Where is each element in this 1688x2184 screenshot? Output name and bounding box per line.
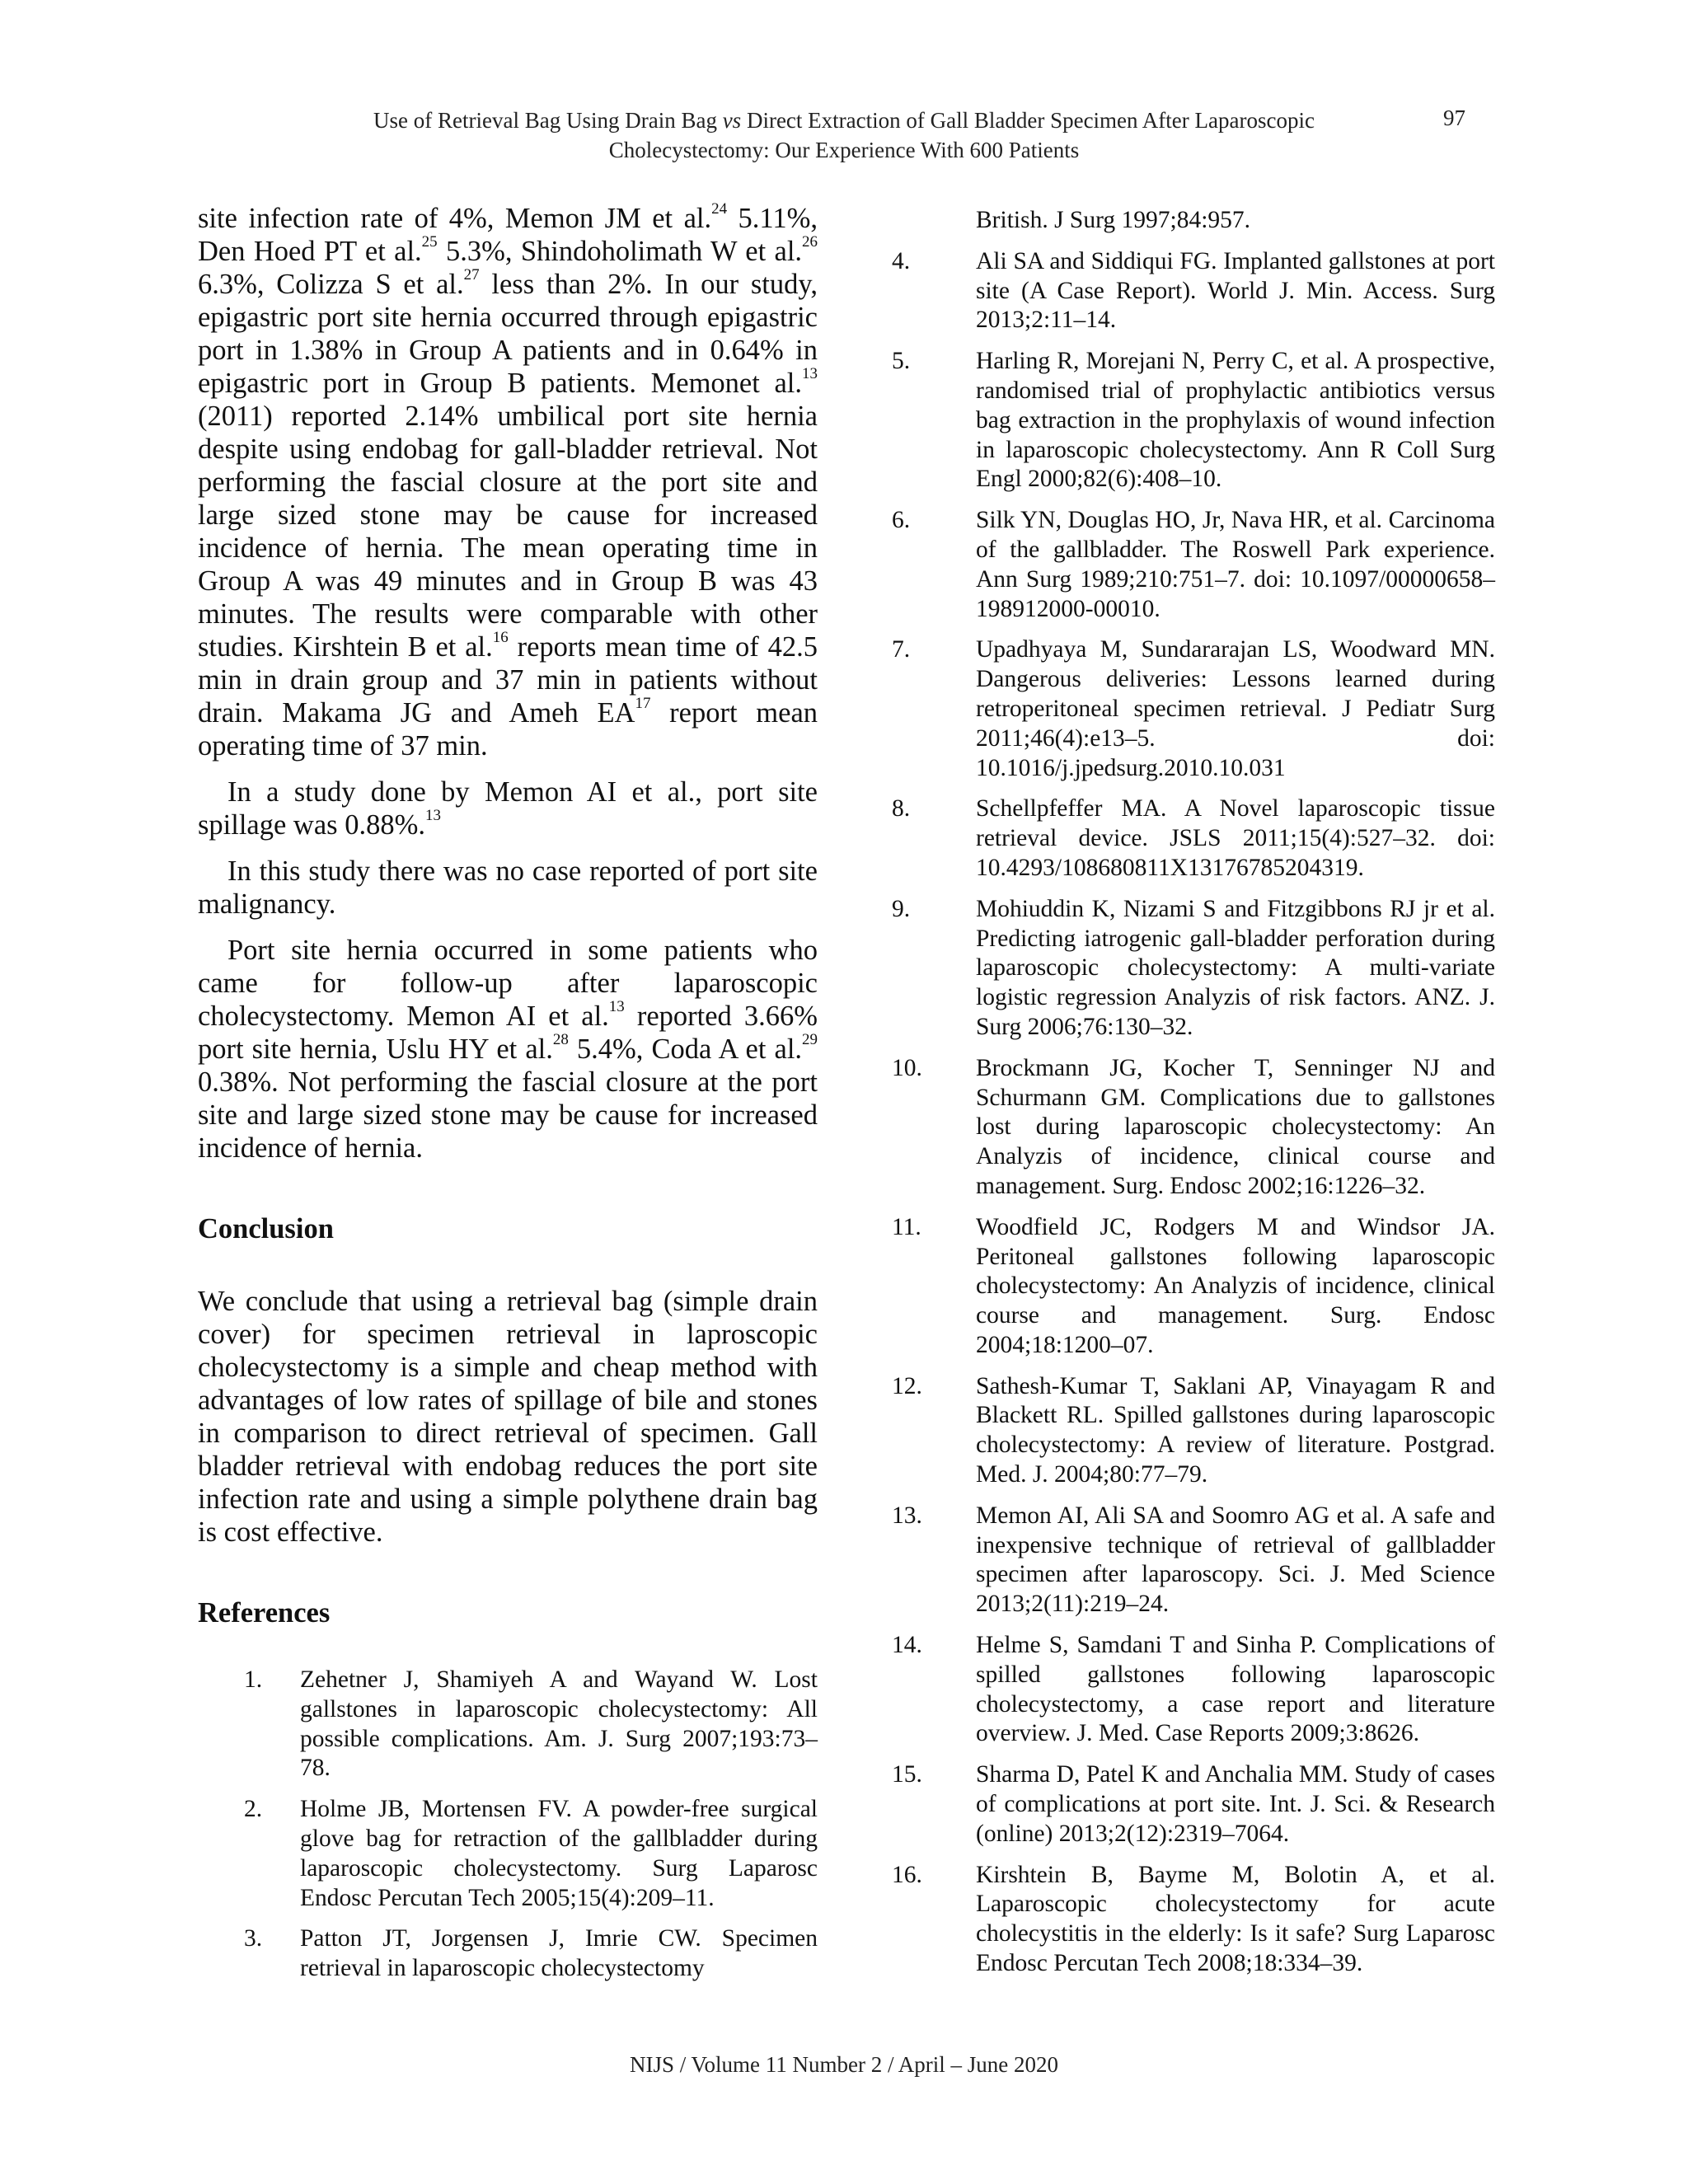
reference-number: 15. [892,1761,922,1788]
reference-item [198,1924,818,1984]
reference-text: Ali SA and Siddiqui FG. Implanted gallstones at port site (A Case Report). World J. Min. Access. Surg 2013;2:11–14. [976,247,1495,334]
reference-item [892,1861,1495,1979]
reference-item [892,1213,1495,1361]
paragraph-text: report mean operating time of 37 min. [198,697,818,762]
paragraph-text: less than 2%. In our study, epigastric port site hernia occurred through epigastric port in 1.38% in Group A patients and in 0.64% in epigastric port in Group B patients. Memonet al. [198,269,818,399]
paragraph-malignancy: In this study there was no case reported of port site malignancy. [198,855,818,920]
paragraph-hernia [198,934,818,1165]
citation-superscript: 29 [802,1030,818,1048]
reference-text: Woodfield JC, Rodgers M and Windsor JA. Peritoneal gallstones following laparoscopic cholecystectomy: An Analyzis of incidence, clinical course and management. Surg. Endosc 2004;18:1200–07. [976,1213,1495,1358]
reference-number: 14. [892,1632,922,1659]
right-column [892,206,1495,1990]
reference-text: Upadhyaya M, Sundararajan LS, Woodward MN. Dangerous deliveries: Lessons learned during retroperitoneal specimen retrieval. J Pediatr Surg 2011;46(4):e13–5. doi: 10.1016/j.jpedsurg.2010.10.031 [976,636,1495,781]
reference-text: Sharma D, Patel K and Anchalia MM. Study of cases of complications at port site. Int. J. Sci. & Research (online) 2013;2(12):2319–7064. [976,1761,1495,1847]
reference-item [198,1795,818,1913]
reference-number: 10. [892,1054,922,1081]
reference-item [892,1372,1495,1490]
reference-number: 9. [892,895,911,922]
conclusion-heading: Conclusion [198,1213,334,1244]
paragraph-text: reports mean time of 42.5 min in drain group and 37 min in patients without drain. Makama JG and Ameh EA [198,631,818,729]
paragraph-spillage [198,776,818,841]
reference-item [892,247,1495,335]
reference-item [892,794,1495,883]
reference-number: 13. [892,1502,922,1529]
references-list-right [892,247,1495,1979]
reference-text: Mohiuddin K, Nizami S and Fitzgibbons RJ jr et al. Predicting iatrogenic gall-bladder perforation during laparoscopic cholecystectomy: A multi-variate logistic regression Analyzis of risk factors. ANZ. J. Surg 2006;76:130–32. [976,895,1495,1040]
reference-item [892,506,1495,624]
citation-superscript: 28 [552,1030,569,1048]
page-number: 97 [1443,105,1465,130]
reference-item [892,347,1495,494]
paragraph-text: 6.3%, Colizza S et al. [198,269,464,300]
paragraph-text: site infection rate of 4%, Memon JM et al. [198,203,712,234]
citation-superscript: 24 [711,199,728,218]
reference-item [892,635,1495,783]
references-list-left [198,1666,818,1984]
citation-superscript: 13 [802,364,818,382]
reference-text: Schellpfeffer MA. A Novel laparoscopic tissue retrieval device. JSLS 2011;15(4):527–32. doi: 10.4293/108680811X13176785204319. [976,795,1495,881]
citation-superscript: 17 [635,694,651,712]
paragraph-text: 0.38%. Not performing the fascial closure at the port site and large sized stone may be cause for increased incidence of hernia. [198,1066,818,1164]
paragraph-text: Port site hernia occurred in some patients who came for follow-up after laparoscopic cholecystectomy. Memon AI et al. [198,935,818,1032]
references-heading: References [198,1597,331,1629]
reference-item [892,895,1495,1043]
reference-number: 16. [892,1861,922,1888]
reference-number: 1. [244,1666,263,1693]
header-vs: vs [722,108,742,133]
reference-number: 12. [892,1372,922,1399]
running-header [247,105,1441,165]
citation-superscript: 25 [421,232,438,251]
reference-number: 11. [892,1213,921,1240]
reference-item [892,1502,1495,1619]
reference-item [892,1760,1495,1849]
reference-text: Sathesh-Kumar T, Saklani AP, Vinayagam R and Blackett RL. Spilled gallstones during laparoscopic cholecystectomy: A review of literature. Postgrad. Med. J. 2004;80:77–79. [976,1372,1495,1488]
reference-text: Patton JT, Jorgensen J, Imrie CW. Specimen retrieval in laparoscopic cholecystectomy [300,1925,818,1982]
citation-superscript: 16 [492,628,509,646]
reference-number: 2. [244,1796,263,1823]
reference-number: 7. [892,636,911,663]
left-column [198,199,818,1995]
citation-superscript: 27 [463,265,480,284]
reference-item [892,1054,1495,1202]
citation-superscript: 13 [424,806,441,824]
paragraph-text: 5.11%, Den Hoed PT et al. [198,203,818,267]
reference-text: Memon AI, Ali SA and Soomro AG et al. A safe and inexpensive technique of retrieval of gallbladder specimen after laparoscopy. Sci. J. Med Science 2013;2(11):219–24. [976,1502,1495,1618]
reference-number: 4. [892,247,911,274]
reference-number: 3. [244,1925,263,1952]
conclusion-text: We conclude that using a retrieval bag (simple drain cover) for specimen retrieval in laproscopic cholecystectomy is a simple and cheap method with advantages of low rates of spillage of bile and stones in comparison to direct retrieval of specimen. Gall bladder retrieval with endobag reduces the port site infection rate and using a simple polythene drain bag is cost effective. [198,1286,818,1548]
header-line-2: Cholecystectomy: Our Experience With 600 Patients [608,138,1080,162]
reference-continuation: British. J Surg 1997;84:957. [976,207,1251,233]
reference-text: Zehetner J, Shamiyeh A and Wayand W. Lost gallstones in laparoscopic cholecystectomy: All possible complications. Am. J. Surg 2007;193:73–78. [300,1666,818,1782]
reference-item [198,1666,818,1783]
reference-text: Holme JB, Mortensen FV. A powder-free surgical glove bag for retraction of the gallbladder during laparoscopic cholecystectomy. Surg Laparosc Endosc Percutan Tech 2005;15(4):209–11. [300,1796,818,1911]
header-text: Direct Extraction of Gall Bladder Specimen After Laparoscopic [741,108,1315,133]
reference-text: Kirshtein B, Bayme M, Bolotin A, et al. Laparoscopic cholecystectomy for acute cholecystitis in the elderly: Is it safe? Surg Laparosc Endosc Percutan Tech 2008;18:334–39. [976,1861,1495,1977]
reference-text: Helme S, Samdani T and Sinha P. Complications of spilled gallstones following laparoscopic cholecystectomy, a case report and literature overview. J. Med. Case Reports 2009;3:8626. [976,1632,1495,1747]
reference-item [892,1631,1495,1749]
citation-superscript: 26 [802,232,818,251]
paragraph-text: (2011) reported 2.14% umbilical port site hernia despite using endobag for gall-bladder retrieval. Not performing the fascial closure at the port site and large sized stone may be cause for increased incidence of hernia. The mean operating time in Group A was 49 minutes and in Group B was 43 minutes. The results were comparable with other studies. Kirshtein B et al. [198,401,818,663]
reference-text: Brockmann JG, Kocher T, Senninger NJ and Schurmann GM. Complications due to gallstones lost during laparoscopic cholecystectomy: An Analyzis of incidence, clinical course and management. Surg. Endosc 2002;16:1226–32. [976,1054,1495,1199]
header-text: Use of Retrieval Bag Using Drain Bag [373,108,723,133]
paragraph-text: reported 3.66% port site hernia, Uslu HY et al. [198,1001,818,1065]
journal-footer: NIJS / Volume 11 Number 2 / April – June 2020 [629,2052,1058,2077]
reference-number: 6. [892,507,911,534]
reference-text: Harling R, Morejani N, Perry C, et al. A prospective, randomised trial of prophylactic antibiotics versus bag extraction in the prophylaxis of wound infection in laparoscopic cholecystectomy. Ann R Coll Surg Engl 2000;82(6):408–10. [976,348,1495,493]
paragraph-discussion [198,199,818,762]
paragraph-text: 5.3%, Shindoholimath W et al. [437,236,803,267]
header-line-1 [247,105,1441,135]
reference-number: 8. [892,795,911,823]
paragraph-text: 5.4%, Coda A et al. [568,1033,803,1065]
reference-number: 5. [892,348,911,375]
reference-text: Silk YN, Douglas HO, Jr, Nava HR, et al. Carcinoma of the gallbladder. The Roswell Park experience. Ann Surg 1989;210:751–7. doi: 10.1097/00000658–198912000-00010. [976,507,1495,622]
citation-superscript: 13 [608,997,625,1015]
paragraph-text: In a study done by Memon AI et al., port site spillage was 0.88%. [198,776,818,841]
